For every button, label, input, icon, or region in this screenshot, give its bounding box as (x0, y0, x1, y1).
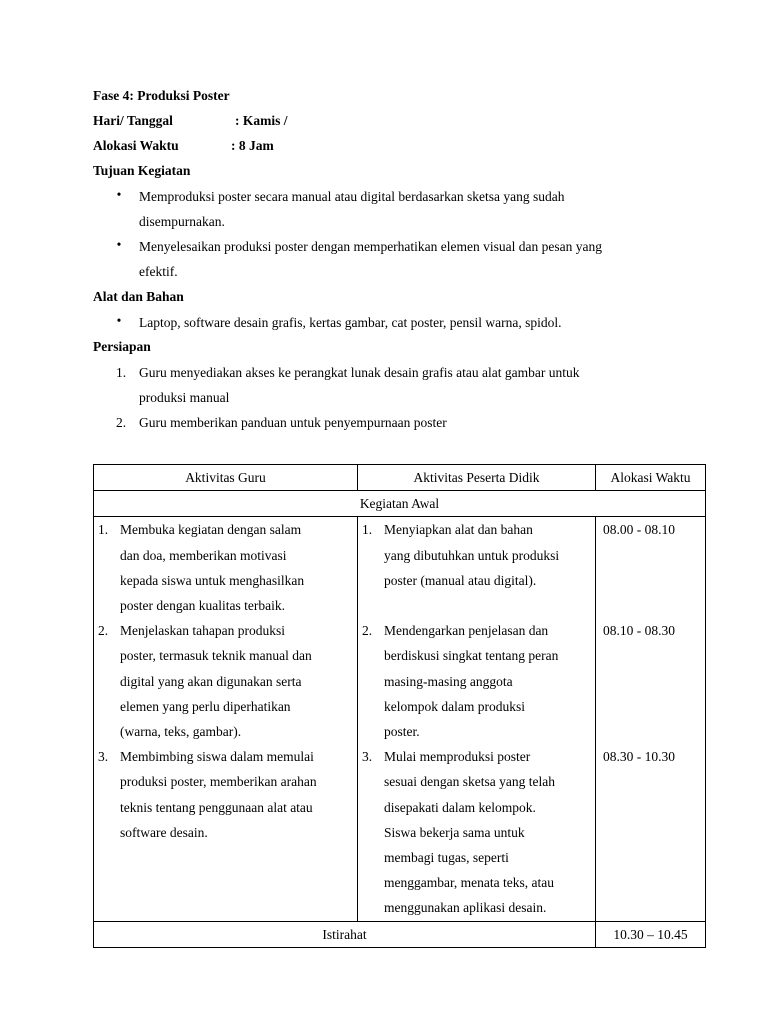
prep-item-1-line-1: Guru menyediakan akses ke perangkat lunak desain grafis atau alat gambar untuk (139, 365, 580, 380)
day-value: : Kamis / (235, 113, 288, 128)
teacher-1-line: kepada siswa untuk menghasilkan (120, 572, 305, 588)
goal-1-line-1: Memproduksi poster secara manual atau digital berdasarkan sketsa yang sudah (139, 189, 565, 204)
teacher-3-line: software desain. (120, 824, 208, 840)
teacher-3-line: produksi poster, memberikan arahan (120, 774, 317, 790)
spacer (596, 568, 705, 593)
header-time: Alokasi Waktu (596, 465, 706, 491)
spacer (596, 719, 705, 744)
item-number: 3. (98, 749, 109, 765)
time-column (596, 517, 706, 921)
student-item (358, 517, 595, 618)
teacher-2-line: elemen yang perlu diperhatikan (120, 698, 291, 714)
student-1-line: Menyiapkan alat dan bahan (384, 522, 533, 538)
spacer (596, 593, 705, 618)
student-2-line: kelompok dalam produksi (384, 698, 525, 714)
item-number: 2. (362, 623, 373, 639)
header-student: Aktivitas Peserta Didik (358, 465, 596, 491)
item-number: 3. (362, 749, 373, 765)
goals-heading: Tujuan Kegiatan (93, 163, 191, 178)
goal-2-line-1: Menyelesaikan produksi poster dengan memperhatikan elemen visual dan pesan yang (139, 239, 602, 254)
student-1-line: yang dibutuhkan untuk produksi (384, 547, 560, 563)
break-row (94, 921, 706, 947)
time-slot-2: 08.10 - 08.30 (603, 623, 675, 639)
time-slot-3: 08.30 - 10.30 (603, 749, 675, 765)
student-2-line: berdiskusi singkat tentang peran (384, 648, 559, 664)
header-teacher: Aktivitas Guru (94, 465, 358, 491)
item-number: 1. (98, 522, 109, 538)
tools-heading: Alat dan Bahan (93, 289, 184, 304)
phase-title: Fase 4: Produksi Poster (93, 88, 230, 103)
break-time: 10.30 – 10.45 (596, 921, 706, 947)
teacher-3-line: Membimbing siswa dalam memulai (120, 749, 314, 765)
spacer (596, 694, 705, 719)
break-label: Istirahat (94, 921, 596, 947)
activity-table (93, 464, 706, 948)
table-header-row (94, 465, 706, 491)
student-2-line: Mendengarkan penjelasan dan (384, 623, 549, 639)
teacher-1-line: dan doa, memberikan motivasi (120, 547, 287, 563)
item-number: 1. (362, 522, 373, 538)
table-body-row (94, 517, 706, 921)
teacher-2-line: digital yang akan digunakan serta (120, 673, 302, 689)
goal-1-line-2: disempurnakan. (139, 214, 225, 229)
prep-heading: Persiapan (93, 339, 151, 354)
section-label: Kegiatan Awal (94, 491, 706, 517)
student-column (358, 517, 596, 921)
teacher-1-line: Membuka kegiatan dengan salam (120, 522, 302, 538)
prep-item-1-num: 1. (116, 365, 127, 380)
student-3-line: Siswa bekerja sama untuk (384, 824, 525, 840)
teacher-1-line: poster dengan kualitas terbaik. (120, 598, 285, 614)
teacher-2-line: (warna, teks, gambar). (120, 724, 242, 740)
student-3-line: Mulai memproduksi poster (384, 749, 531, 765)
time-label: Alokasi Waktu (93, 138, 179, 153)
tools-item-1: Laptop, software desain grafis, kertas gambar, cat poster, pensil warna, spidol. (139, 315, 562, 330)
teacher-column (94, 517, 358, 921)
student-2-line: poster. (384, 724, 420, 740)
bullet-icon: • (116, 187, 122, 202)
day-label: Hari/ Tanggal (93, 113, 173, 128)
goal-2-line-2: efektif. (139, 264, 178, 279)
time-slot-1: 08.00 - 08.10 (603, 522, 675, 538)
student-3-line: disepakati dalam kelompok. (384, 799, 536, 815)
student-3-line: menggambar, menata teks, atau (384, 875, 555, 891)
teacher-item (94, 618, 357, 744)
prep-item-2-line-1: Guru memberikan panduan untuk penyempurnaan poster (139, 415, 447, 430)
prep-item-1-line-2: produksi manual (139, 390, 230, 405)
student-3-line: sesuai dengan sketsa yang telah (384, 774, 555, 790)
teacher-2-line: poster, termasuk teknik manual dan (120, 648, 312, 664)
student-1-line: poster (manual atau digital). (384, 572, 537, 588)
spacer (596, 669, 705, 694)
spacer (596, 643, 705, 668)
teacher-item (94, 744, 357, 845)
item-number: 2. (98, 623, 109, 639)
student-item (358, 618, 595, 744)
teacher-3-line: teknis tentang penggunaan alat atau (120, 799, 313, 815)
teacher-item (94, 517, 357, 618)
section-row (94, 491, 706, 517)
time-value: : 8 Jam (231, 138, 274, 153)
student-3-line: menggunakan aplikasi desain. (384, 900, 547, 916)
spacer (596, 543, 705, 568)
day-row (93, 111, 173, 131)
bullet-icon: • (116, 237, 122, 252)
student-2-line: masing-masing anggota (384, 673, 513, 689)
student-item (358, 744, 595, 920)
student-3-line: membagi tugas, seperti (384, 850, 509, 866)
blank-line (384, 593, 589, 618)
teacher-2-line: Menjelaskan tahapan produksi (120, 623, 285, 639)
prep-item-2-num: 2. (116, 415, 127, 430)
bullet-icon: • (116, 313, 122, 328)
